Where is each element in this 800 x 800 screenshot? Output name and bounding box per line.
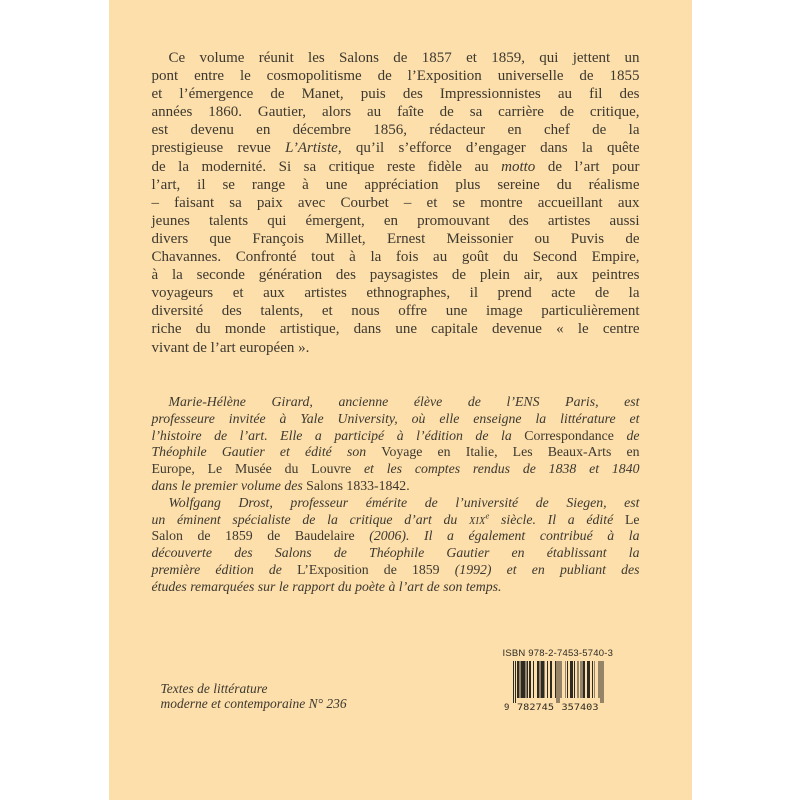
barcode-bar: [565, 661, 566, 698]
barcode-bar: [522, 661, 523, 698]
book-back-cover: [109, 0, 692, 800]
barcode-bar: [580, 661, 581, 698]
text-line: divers que François Millet, Ernest Meissonier ou Puvis de: [151, 230, 640, 247]
text-line: Ce volume réunit les Salons de 1857 et 1859, qui jettent un: [168, 50, 640, 66]
ean-right-digits: 357403: [561, 703, 598, 713]
text-line: première édition de L’Exposition de 1859 (1992) et en publiant des: [151, 561, 640, 577]
text-line: l’histoire de l’art. Elle a participé à l’édition de la Correspondance de: [151, 427, 640, 443]
barcode-bar: [589, 661, 590, 698]
barcode-bar: [527, 661, 528, 698]
barcode-bar: [526, 661, 527, 698]
barcode-bar: [600, 661, 601, 703]
barcode-bar: [542, 661, 543, 698]
text-line: professeure invitée à Yale University, où elle enseigne la littérature et: [151, 410, 640, 426]
barcode-bar: [571, 661, 572, 698]
barcode-bar: [516, 661, 517, 698]
barcode-bar: [587, 661, 588, 698]
barcode-bar: [543, 661, 544, 698]
barcode-bar: [593, 661, 594, 698]
text-line: l’art, il se range à une appréciation plus sereine du réalisme: [151, 176, 640, 193]
text-line: études remarquées sur le rapport du poète à l’art de son temps.: [151, 578, 502, 594]
barcode-bar: [513, 661, 514, 703]
barcode-block: [502, 648, 614, 713]
text-line: à la seconde génération des paysagistes de plein air, aux peintres: [151, 267, 640, 284]
barcode-bar: [556, 661, 557, 703]
collection-line-1: Textes de littérature: [160, 681, 268, 696]
text-line: riche du monde artistique, dans une capitale devenue « le centre: [151, 321, 640, 338]
text-line: un éminent spécialiste de la critique d’art du xix$^e$ siècle. Il a édité Le: [151, 509, 640, 527]
barcode-bar: [541, 661, 542, 698]
back-cover-blurb: [152, 49, 640, 357]
barcode-bar: [584, 661, 585, 698]
barcode-bar: [536, 661, 537, 698]
ean-lead-digit: 9: [503, 703, 509, 713]
author-bios: [152, 394, 640, 596]
barcode-bar: [532, 661, 533, 698]
text-line: Europe, Le Musée du Louvre et les comptes rendus de 1838 et 1840: [151, 461, 640, 477]
text-line: est devenu en décembre 1856, rédacteur en chef de la: [151, 122, 640, 139]
barcode-bar: [591, 661, 592, 698]
barcode-bar: [518, 661, 519, 698]
text-line: – faisant sa paix avec Courbet – et se montre accueillant aux: [151, 194, 640, 211]
barcode-bar: [602, 661, 603, 703]
ean-left-digits: 782745: [516, 703, 554, 713]
barcode-bar: [558, 661, 559, 703]
barcode-bar: [530, 661, 531, 698]
text-line: jeunes talents qui émergent, en promouvant des artistes aussi: [151, 212, 640, 229]
barcode-bar: [514, 661, 515, 703]
barcode-bar: [554, 661, 555, 698]
barcode-bar: [550, 661, 551, 698]
text-line: Salon de 1859 de Baudelaire (2006). Il a également contribué à la: [151, 528, 640, 544]
text-line: Wolfgang Drost, professeur émérite de l’université de Siegen, est: [168, 494, 640, 510]
barcode-bar: [588, 661, 589, 698]
barcode-bar: [577, 661, 578, 698]
barcode-bar: [570, 661, 571, 698]
text-line: de la modernité. Si sa critique reste fidèle au motto de l’art pour: [151, 158, 640, 175]
barcode-bar: [547, 661, 548, 698]
ean13-barcode: [503, 661, 609, 713]
barcode-bar: [598, 661, 599, 698]
barcode-bar: [560, 661, 561, 698]
text-line: années 1860. Gautier, alors au faîte de sa carrière de critique,: [151, 104, 640, 121]
barcode-bar: [570, 661, 571, 698]
barcode-bar: [524, 661, 525, 698]
isbn-label: ISBN 978-2-7453-5740-3: [502, 648, 614, 659]
barcode-bar: [583, 661, 584, 698]
text-line: et l’émergence de Manet, puis des Impressionnistes au fil des: [151, 86, 640, 103]
text-line: Théophile Gautier et édité son Voyage en Italie, Les Beaux-Arts en: [151, 444, 640, 460]
barcode-bar: [517, 661, 518, 698]
barcode-bar: [582, 661, 583, 698]
text-line: vivant de l’art européen ».: [151, 339, 310, 356]
text-line: dans le premier volume des Salons 1833-1842.: [151, 477, 410, 493]
text-line: voyageurs et aux artistes ethnographes, il prend acte de la: [151, 285, 640, 302]
barcode-bar: [521, 661, 522, 698]
barcode-bar: [551, 661, 552, 698]
text-line: découverte des Salons de Théophile Gautier en établissant la: [151, 545, 640, 561]
text-line: Marie-Hélène Girard, ancienne élève de l’ENS Paris, est: [168, 394, 640, 409]
barcode-bar: [540, 661, 541, 698]
text-line: diversité des talents, et nous offre une image particulièrement: [151, 303, 640, 320]
barcode-bar: [537, 661, 538, 698]
collection-label: [161, 682, 347, 712]
barcode-bar: [523, 661, 524, 698]
barcode-bar: [573, 661, 574, 698]
barcode-bar: [538, 661, 539, 698]
text-line: Chavannes. Confronté tout à la fois au goût du Second Empire,: [151, 249, 640, 266]
barcode-bar: [567, 661, 568, 698]
collection-line-2: moderne et contemporaine N° 236: [160, 695, 347, 711]
barcode-bar: [529, 661, 530, 698]
barcode-bar: [520, 661, 521, 698]
text-line: pont entre le cosmopolitisme de l’Exposition universelle de 1855: [151, 68, 640, 85]
text-line: prestigieuse revue L’Artiste, qu’il s’efforce d’engager dans la quête: [151, 140, 640, 157]
